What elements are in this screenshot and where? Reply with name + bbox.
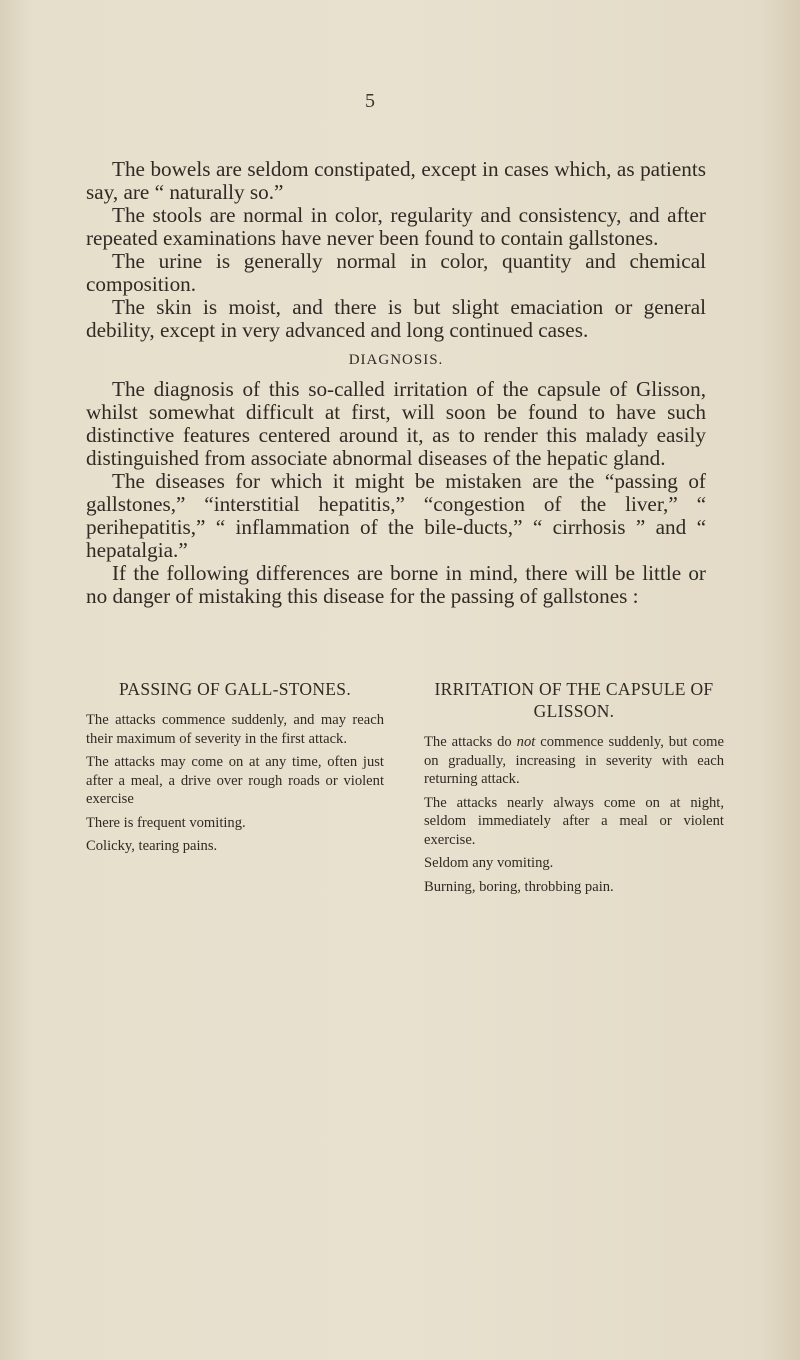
page-number: 5: [365, 90, 375, 112]
gallstones-item: There is frequent vomiting.: [86, 814, 246, 831]
glisson-item: The attacks nearly always come on at night, seldom immediately after a meal or violent exercise.: [424, 794, 724, 848]
paragraph-stools: The stools are normal in color, regularity and consistency, and after repeated examinations have never been found to contain gallstones.: [86, 203, 706, 250]
glisson-item: Seldom any vomiting.: [424, 855, 554, 871]
paragraph-skin: The skin is moist, and there is but slight emaciation or general debility, except in very advanced and long continued cases.: [86, 295, 706, 342]
glisson-item-text: The attacks do: [424, 734, 517, 750]
paragraph-diseases: The diseases for which it might be mistaken are the “passing of gallstones,” “interstitial hepatitis,” “congestion of the liver,” “ perihepatitis,” “ inflammation of the bile-ducts,” “ cirrhosis ” and “ hepatalgia.”: [86, 469, 706, 562]
gallstones-item: The attacks commence suddenly, and may reach their maximum of severity in the first attack.: [86, 712, 384, 747]
column-heading-glisson: IRRITATION OF THE CAPSULE OF GLISSON.: [434, 679, 714, 721]
comparison-columns: [86, 678, 726, 901]
glisson-item: Burning, boring, throbbing pain.: [424, 878, 614, 895]
column-heading-gallstones: PASSING OF GALL-STONES.: [118, 679, 352, 699]
paragraph-diagnosis: The diagnosis of this so-called irritation of the capsule of Glisson, whilst somewhat difficult at first, will soon be found to have such distinctive features centered around it, as to render this malady easily distinguished from associate abnormal diseases of the hepatic gland.: [86, 377, 706, 470]
gallstones-item: Colicky, tearing pains.: [86, 838, 218, 854]
glisson-item: [424, 733, 724, 789]
section-heading-diagnosis: DIAGNOSIS.: [348, 352, 444, 368]
paragraph-differences: If the following differences are borne in mind, there will be little or no danger of mistaking this disease for the passing of gallstones :: [86, 561, 706, 608]
glisson-item-emphasis: not: [516, 734, 536, 750]
glisson-item-text: commence suddenly, but come on gradually, increasing in severity with each returning attack.: [424, 734, 724, 787]
paragraph-urine: The urine is generally normal in color, quantity and chemical composition.: [86, 249, 706, 296]
gallstones-item: The attacks may come on at any time, often just after a meal, a drive over rough roads or violent exercise: [86, 754, 384, 807]
column-gallstones: [86, 678, 384, 901]
paragraph-bowels: The bowels are seldom constipated, except in cases which, as patients say, are “ naturally so.”: [86, 157, 706, 204]
body-text: [86, 158, 706, 608]
column-glisson: [424, 678, 724, 901]
